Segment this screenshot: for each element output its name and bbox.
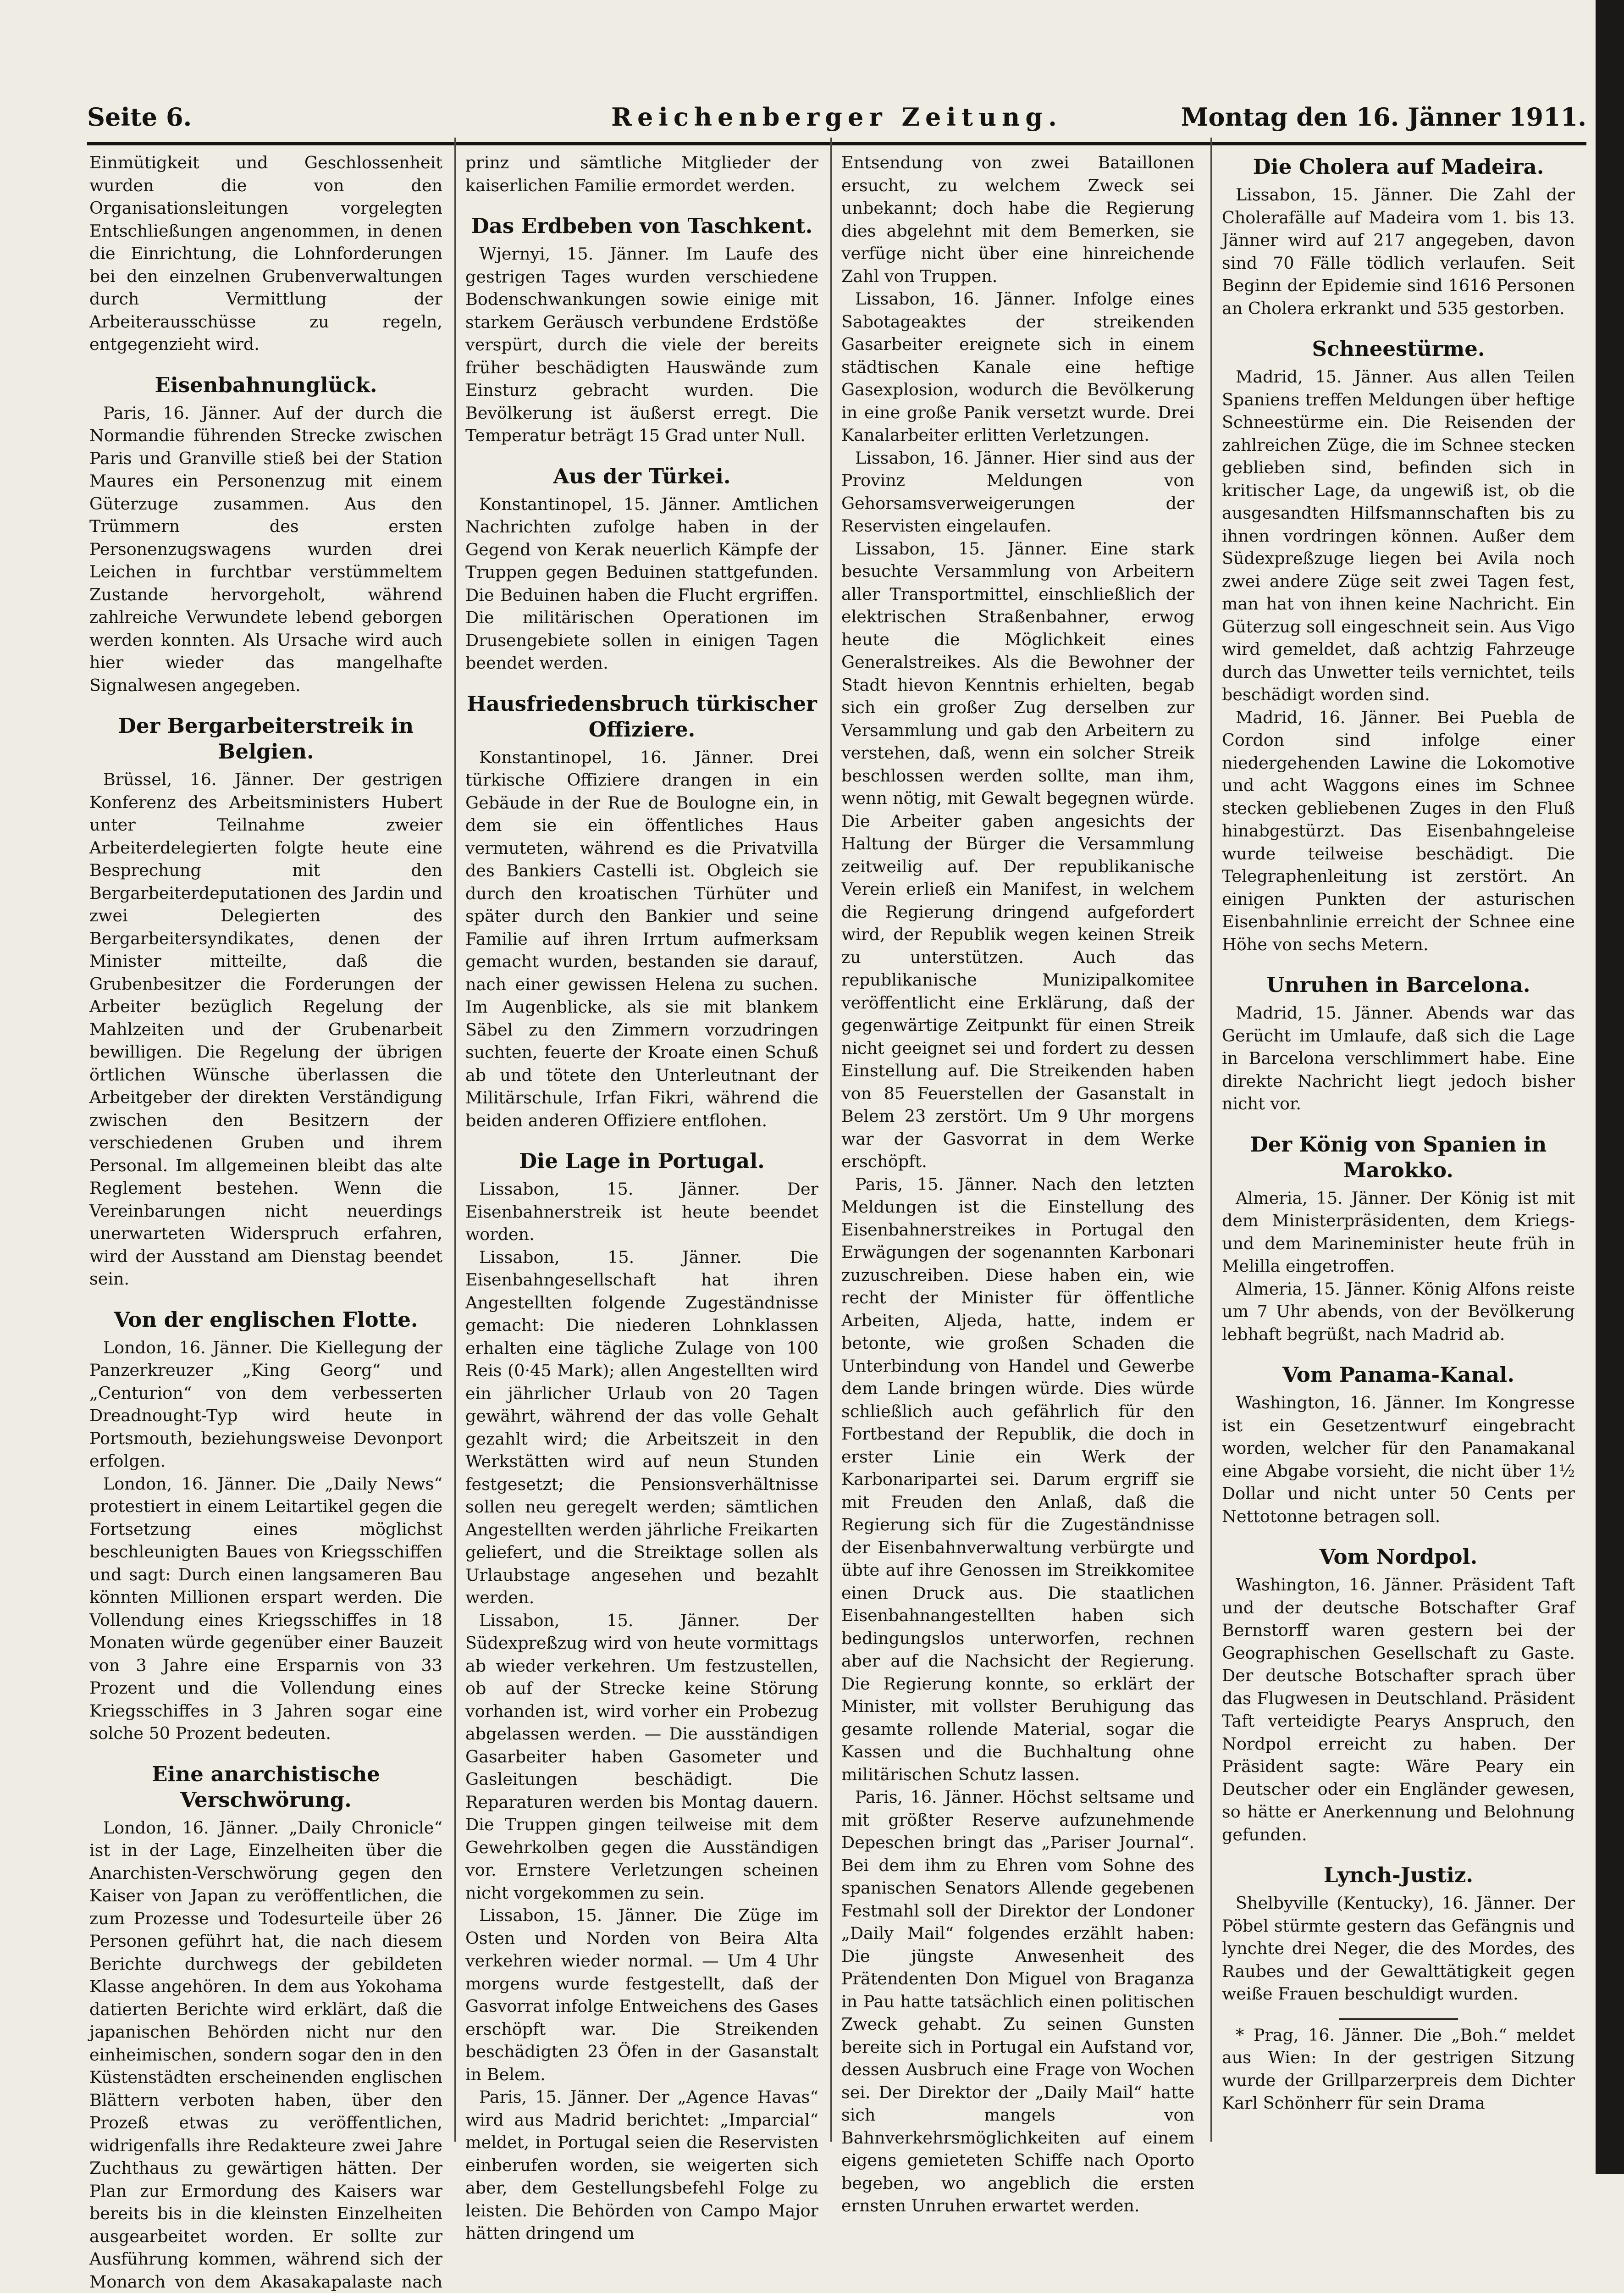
article-paragraph: London, 16. Jänner. Die „Daily News“ protestiert in einem Leitartikel gegen die Fortsetzung eines möglichst beschleunigten Baues von Kriegsschiffen und sagt: Durch einen langsameren Bau könnten Millionen erspart werden. Die Vollendung eines Kriegsschiffes in 18 Monaten würde gegenüber einer Bauzeit von 3 Jahre eine Ersparnis von 33 Prozent und die Vollendung eines Kriegsschiffes in 3 Jahren sogar eine solche 50 Prozent bedeuten. — [89, 1473, 442, 1745]
article-headline: Aus der Türkei. — [465, 464, 818, 489]
article-paragraph: London, 16. Jänner. „Daily Chronicle“ ist in der Lage, Einzelheiten über die Anarchisten-Verschwörung gegen den Kaiser von Japan zu veröffentlichen, die zum Prozesse und Todesurteile über 26 Personen geführt hat, die nach diesem Berichte durchwegs der gebildeten Klasse angehören. In dem aus Yokohama datierten Berichte wird erklärt, daß die japanischen Behörden nicht nur den einheimischen, sondern sogar den in den Küstenstädten erscheinenden englischen Blättern verboten haben, über den Prozeß etwas zu veröffentlichen, widrigenfalls ihre Redakteure zwei Jahre Zuchthaus zu gewärtigen hätten. Der Plan zur Ermordung des Kaisers war bereits bis in die kleinsten Einzelheiten ausgearbeitet worden. Er sollte zur Ausführung kommen, während sich der Monarch von dem Akasakapalaste nach — [89, 1817, 442, 2293]
article-paragraph: Madrid, 16. Jänner. Bei Puebla de Cordon sind infolge einer niedergehenden Lawine die Lokomotive und acht Waggons eines im Schnee stecken gebliebenen Zuges in den Fluß hinabgestürzt. Das Eisenbahngeleise wurde teilweise beschädigt. Die Telegraphenleitung ist zerstört. An einigen Punkten der asturischen Eisenbahnlinie erreicht der Schnee eine Höhe von sechs Metern. — [1222, 706, 1575, 956]
article-paragraph: Paris, 15. Jänner. Nach den letzten Meldungen ist die Einstellung des Eisenbahnerstreikes in Portugal den Erwägungen der sogenannten Karbonari zuzuschreiben. Diese haben ein, wie recht der Minister für öffentliche Arbeiten, Aljeda, hatte, indem er betonte, wie großen Schaden die Unterbindung von Handel und Gewerbe dem Lande bringen würde. Dies würde schließlich auch gefährlich für den Fortbestand der Republik, die doch in erster Linie ein Werk der Karbonaripartei sei. Darum ergriff sie mit Freuden den Anlaß, daß die Regierung sich für die Zugeständnisse der Eisenbahnverwaltung verbürgte und übte auf ihre Genossen im Streikkomitee einen Druck aus. Die staatlichen Eisenbahnangestellten haben sich bedingungslos unterworfen, rechnen aber auf die Nachsicht der Regierung. Die Regierung konnte, so erklärt der Minister, mit vollster Beruhigung das gesamte rollende Material, sogar die Kassen und die Buchhaltung ohne militärischen Schutz lassen. — [841, 1173, 1194, 1786]
article-headline: Von der englischen Flotte. — [89, 1307, 442, 1333]
article-paragraph: Wjernyi, 15. Jänner. Im Laufe des gestrigen Tages wurden verschiedene Bodenschwankungen sowie einige mit starkem Geräusch verbundene Erdstöße verspürt, durch die viele der bereits früher beschädigten Hauswände zum Einsturz gebracht wurden. Die Bevölkerung ist äußerst erregt. Die Temperatur beträgt 15 Grad unter Null. — [465, 243, 818, 447]
article-paragraph: Washington, 16. Jänner. Präsident Taft und der deutsche Botschafter Graf Bernstorff waren gestern bei der Geographischen Gesellschaft zu Gaste. Der deutsche Botschafter sprach über das Flugwesen in Deutschland. Präsident Taft verteidigte Pearys Anspruch, den Nordpol erreicht zu haben. Der Präsident sagte: Wäre Peary ein Deutscher oder ein Engländer gewesen, so hätte er Anerkennung und Belohnung gefunden. — [1222, 1573, 1575, 1846]
article-headline: Vom Panama-Kanal. — [1222, 1362, 1575, 1388]
article-headline: Die Cholera auf Madeira. — [1222, 154, 1575, 180]
article-paragraph: Shelbyville (Kentucky), 16. Jänner. Der Pöbel stürmte gestern das Gefängnis und lynchte drei Neger, die des Mordes, des Raubes und der Gewalttätigkeit gegen weiße Frauen beschuldigt wurden. — [1222, 1892, 1575, 2005]
article-paragraph: Lissabon, 16. Jänner. Infolge eines Sabotageaktes der streikenden Gasarbeiter ereignete sich in einem städtischen Kanale eine heftige Gasexplosion, wodurch die Bevölkerung in eine große Panik versetzt wurde. Drei Kanalarbeiter erlitten Verletzungen. — [841, 288, 1194, 447]
newspaper-title: Reichenberger Zeitung. — [87, 92, 1586, 142]
column-divider — [454, 138, 456, 2142]
article-paragraph: Almeria, 15. Jänner. Der König ist mit dem Ministerpräsidenten, dem Kriegs- und dem Marineminister heute früh in Melilla eingetroffen. — [1222, 1187, 1575, 1278]
article-headline: Eine anarchistische Verschwörung. — [89, 1761, 442, 1813]
article-paragraph: Lissabon, 15. Jänner. Die Eisenbahngesellschaft hat ihren Angestellten folgende Zugeständnisse gemacht: Die niederen Lohnklassen erhalten eine tägliche Zulage von 100 Reis (0·45 Mark); allen Angestellten wird ein jährlicher Urlaub von 20 Tagen gewährt, während der das volle Gehalt gezahlt wird; die Arbeitszeit in den Werkstätten wird auf neun Stunden festgesetzt; die Pensionsverhältnisse sollen neu geregelt werden; sämtlichen Angestellten werden jährliche Freikarten geliefert, und die Streiktage sollen als Urlaubstage angesehen und bezahlt werden. — [465, 1246, 818, 1609]
article-paragraph: London, 16. Jänner. Die Kiellegung der Panzerkreuzer „King Georg“ und „Centurion“ von dem verbesserten Dreadnought-Typ wird heute in Portsmouth, beziehungsweise Devonport erfolgen. — [89, 1336, 442, 1473]
article-paragraph: Lissabon, 16. Jänner. Hier sind aus der Provinz Meldungen von Gehorsamsverweigerungen der Reservisten eingelaufen. — [841, 447, 1194, 537]
article-headline: Vom Nordpol. — [1222, 1544, 1575, 1570]
article-paragraph: Almeria, 15. Jänner. König Alfons reiste um 7 Uhr abends, von der Bevölkerung lebhaft begrüßt, nach Madrid ab. — [1222, 1278, 1575, 1346]
article-paragraph: Brüssel, 16. Jänner. Der gestrigen Konferenz des Arbeitsministers Hubert unter Teilnahme zweier Arbeiterdelegierten folgte heute eine Besprechung mit den Bergarbeiterdeputationen des Jardin und zwei Delegierten des Bergarbeitersyndikates, denen der Minister mitteilte, daß die Grubenbesitzer die Forderungen der Arbeiter bezüglich Regelung der Mahlzeiten und der Grubenarbeit bewilligen. Die Regelung der übrigen örtlichen Wünsche überlassen die Arbeitgeber der direkten Verständigung zwischen den Besitzern der verschiedenen Gruben und ihrem Personal. Im allgemeinen bleibt das alte Reglement bestehen. Wenn die Vereinbarungen nicht neuerdings unerwarteten Widerspruch erfahren, wird der Ausstand am Dienstag beendet sein. — [89, 768, 442, 1291]
article-headline: Der Bergarbeiterstreik in Belgien. — [89, 713, 442, 764]
article-paragraph: Madrid, 15. Jänner. Abends war das Gerücht im Umlaufe, daß sich die Lage in Barcelona verschlimmert habe. Eine direkte Nachricht liegt jedoch bisher nicht vor. — [1222, 1002, 1575, 1115]
article-paragraph: Madrid, 15. Jänner. Aus allen Teilen Spaniens treffen Meldungen über heftige Schneestürme ein. Die Reisenden der zahlreichen Züge, die im Schnee stecken geblieben sind, befinden sich in kritischer Lage, da ungewiß ist, ob die ausgesandten Hilfsmannschaften bis zu ihnen vordringen können. Außer dem Südexpreßzuge liegen bei Avila noch zwei andere Züge seit zwei Tagen fest, man hat von ihnen keine Nachricht. Ein Güterzug soll eingeschneit sein. Aus Vigo wird gemeldet, daß achtzig Fahrzeuge durch das Unwetter teils vernichtet, teils beschädigt worden sind. — [1222, 366, 1575, 706]
column-divider — [1210, 138, 1212, 2142]
article-paragraph: Konstantinopel, 15. Jänner. Amtlichen Nachrichten zufolge haben in der Gegend von Kerak neuerlich Kämpfe der Truppen gegen Beduinen stattgefunden. Die Beduinen haben die Flucht ergriffen. Die militärischen Operationen im Drusengebiete sollen in einigen Tagen beendet werden. — [465, 493, 818, 675]
issue-date: Montag den 16. Jänner 1911. — [1181, 92, 1586, 142]
article-paragraph: Entsendung von zwei Bataillonen ersucht, zu welchem Zweck sei unbekannt; doch habe die Regierung dies abgelehnt mit dem Bemerken, sie verfüge nicht über eine hinreichende Zahl von Truppen. — [841, 151, 1194, 288]
article-paragraph: * Prag, 16. Jänner. Die „Boh.“ meldet aus Wien: In der gestrigen Sitzung wurde der Grillparzerpreis dem Dichter Karl Schönherr für sein Drama — [1222, 2024, 1575, 2115]
article-paragraph: Einmütigkeit und Geschlossenheit wurden die von den Organisationsleitungen vorgelegten Entschließungen angenommen, in denen die Einrichtung, die Lohnforderungen bei den einzelnen Grubenverwaltungen durch Vermittlung der Arbeiterausschüsse zu regeln, entgegenzieht wird. — [89, 151, 442, 356]
column-3 — [841, 151, 1194, 2137]
article-headline: Die Lage in Portugal. — [465, 1148, 818, 1174]
section-rule — [1339, 2018, 1458, 2020]
article-paragraph: Paris, 16. Jänner. Auf der durch die Normandie führenden Strecke zwischen Paris und Granville stieß bei der Station Maures ein Personenzug mit einem Güterzuge zusammen. Aus den Trümmern des ersten Personenzugswagens wurden drei Leichen in furchtbar verstümmeltem Zustande hervorgeholt, während zahlreiche Verwundete lebend geborgen werden konnten. Als Ursache wird auch hier wieder das mangelhafte Signalwesen angegeben. — [89, 402, 442, 697]
article-headline: Hausfriedensbruch türkischer Offiziere. — [465, 691, 818, 742]
article-headline: Das Erdbeben von Taschkent. — [465, 213, 818, 239]
article-paragraph: Lissabon, 15. Jänner. Die Zahl der Cholerafälle auf Madeira vom 1. bis 13. Jänner wird auf 217 angegeben, davon sind 70 Fälle tödlich verlaufen. Seit Beginn der Epidemie sind 1616 Personen an Cholera erkrankt und 535 gestorben. — [1222, 183, 1575, 320]
article-paragraph: Washington, 16. Jänner. Im Kongresse ist ein Gesetzentwurf eingebracht worden, welcher für den Panamakanal eine Abgabe vorsieht, die nicht über 1½ Dollar und nicht unter 50 Cents per Nettotonne betragen soll. — [1222, 1391, 1575, 1528]
article-paragraph: Lissabon, 15. Jänner. Der Südexpreßzug wird von heute vormittags ab wieder verkehren. Um festzustellen, ob auf der Strecke keine Störung vorhanden ist, wird vorher ein Probezug abgelassen werden. — Die ausständigen Gasarbeiter haben Gasometer und Gasleitungen beschädigt. Die Reparaturen werden bis Montag dauern. Die Truppen gingen teilweise mit dem Gewehrkolben gegen die Ausständigen vor. Ernstere Verletzungen scheinen nicht vorgekommen zu sein. — [465, 1609, 818, 1905]
column-4 — [1222, 151, 1575, 2137]
article-headline: Eisenbahnunglück. — [89, 372, 442, 398]
column-1 — [89, 151, 442, 2137]
article-paragraph: prinz und sämtliche Mitglieder der kaiserlichen Familie ermordet werden. — [465, 151, 818, 197]
adjacent-page-edge — [1596, 0, 1624, 2174]
article-paragraph: Lissabon, 15. Jänner. Die Züge im Osten und Norden von Beira Alta verkehren wieder normal. — Um 4 Uhr morgens wurde festgestellt, daß der Gasvorrat infolge Entweichens des Gases erschöpft war. Die Streikenden beschädigten 23 Öfen in der Gasanstalt in Belem. — [465, 1904, 818, 2086]
article-paragraph: Konstantinopel, 16. Jänner. Drei türkische Offiziere drangen in ein Gebäude in der Rue de Boulogne ein, in dem sie ein öffentliches Haus vermuteten, während es die Privatvilla des Bankiers Castelli ist. Obgleich sie durch den kroatischen Türhüter und später durch den Bankier und seine Familie auf ihren Irrtum aufmerksam gemacht wurden, bestanden sie darauf, nach einer gewissen Helena zu suchen. Im Augenblicke, als sie mit blankem Säbel zu den Zimmern vorzudringen suchten, feuerte der Kroate einen Schuß ab und tötete den Unterleutnant der Militärschule, Irfan Fikri, während die beiden anderen Offiziere entflohen. — [465, 746, 818, 1132]
article-paragraph: Paris, 16. Jänner. Höchst seltsame und mit größter Reserve aufzunehmende Depeschen bringt das „Pariser Journal“. Bei dem ihm zu Ehren vom Sohne des spanischen Senators Allende gegebenen Festmahl soll der Direktor der Londoner „Daily Mail“ folgendes erzählt haben: Die jüngste Anwesenheit des Prätendenten Don Miguel von Braganza in Pau hatte tatsächlich einen politischen Zweck gehabt. Zu seinen Gunsten bereite sich in Portugal ein Aufstand vor, dessen Ausbruch eine Frage von Wochen sei. Der Direktor der „Daily Mail“ hatte sich mangels von Bahnverkehrsmöglichkeiten auf einem eigens gemieteten Schiffe nach Oporto begeben, wo angeblich die ersten ernsten Unruhen erwartet werden. — [841, 1786, 1194, 2217]
article-headline: Lynch-Justiz. — [1222, 1862, 1575, 1888]
masthead — [87, 92, 1586, 145]
article-paragraph: Lissabon, 15. Jänner. Eine stark besuchte Versammlung von Arbeitern aller Transportmittel, einschließlich der elektrischen Straßenbahner, erwog heute die Möglichkeit eines Generalstreikes. Als die Bewohner der Stadt hievon Kenntnis erhielten, begab sich ein großer Zug derselben zur Versammlung und gab den Arbeitern zu verstehen, daß, wenn ein solcher Streik beschlossen werden sollte, man ihm, wenn nötig, mit Gewalt begegnen würde. Die Arbeiter gaben angesichts der Haltung der Bürger die Versammlung zeitweilig auf. Der republikanische Verein erließ ein Manifest, in welchem die Regierung dringend aufgefordert wird, der Republik wegen keinen Streik zu unterstützen. Auch das republikanische Munizipalkomitee veröffentlicht eine Erklärung, daß der gegenwärtige Zeitpunkt für einen Streik nicht geeignet sei und fordert zu dessen Einstellung auf. Die Streikenden haben von 85 Feuerstellen der Gasanstalt in Belem 23 zerstört. Um 9 Uhr morgens war der Gasvorrat in dem Werke erschöpft. — [841, 537, 1194, 1173]
article-headline: Schneestürme. — [1222, 336, 1575, 362]
column-2 — [465, 151, 818, 2137]
article-headline: Der König von Spanien in Marokko. — [1222, 1132, 1575, 1183]
article-paragraph: Paris, 15. Jänner. Der „Agence Havas“ wird aus Madrid berichtet: „Imparcial“ meldet, in Portugal seien die Reservisten einberufen worden, sie weigerten sich aber, dem Gestellungsbefehl Folge zu leisten. Die Behörden von Campo Major hätten dringend um — [465, 2086, 818, 2245]
page-number: Seite 6. — [87, 92, 192, 142]
article-paragraph: Lissabon, 15. Jänner. Der Eisenbahnerstreik ist heute beendet worden. — [465, 1178, 818, 1246]
article-headline: Unruhen in Barcelona. — [1222, 972, 1575, 998]
column-divider — [830, 138, 832, 2142]
